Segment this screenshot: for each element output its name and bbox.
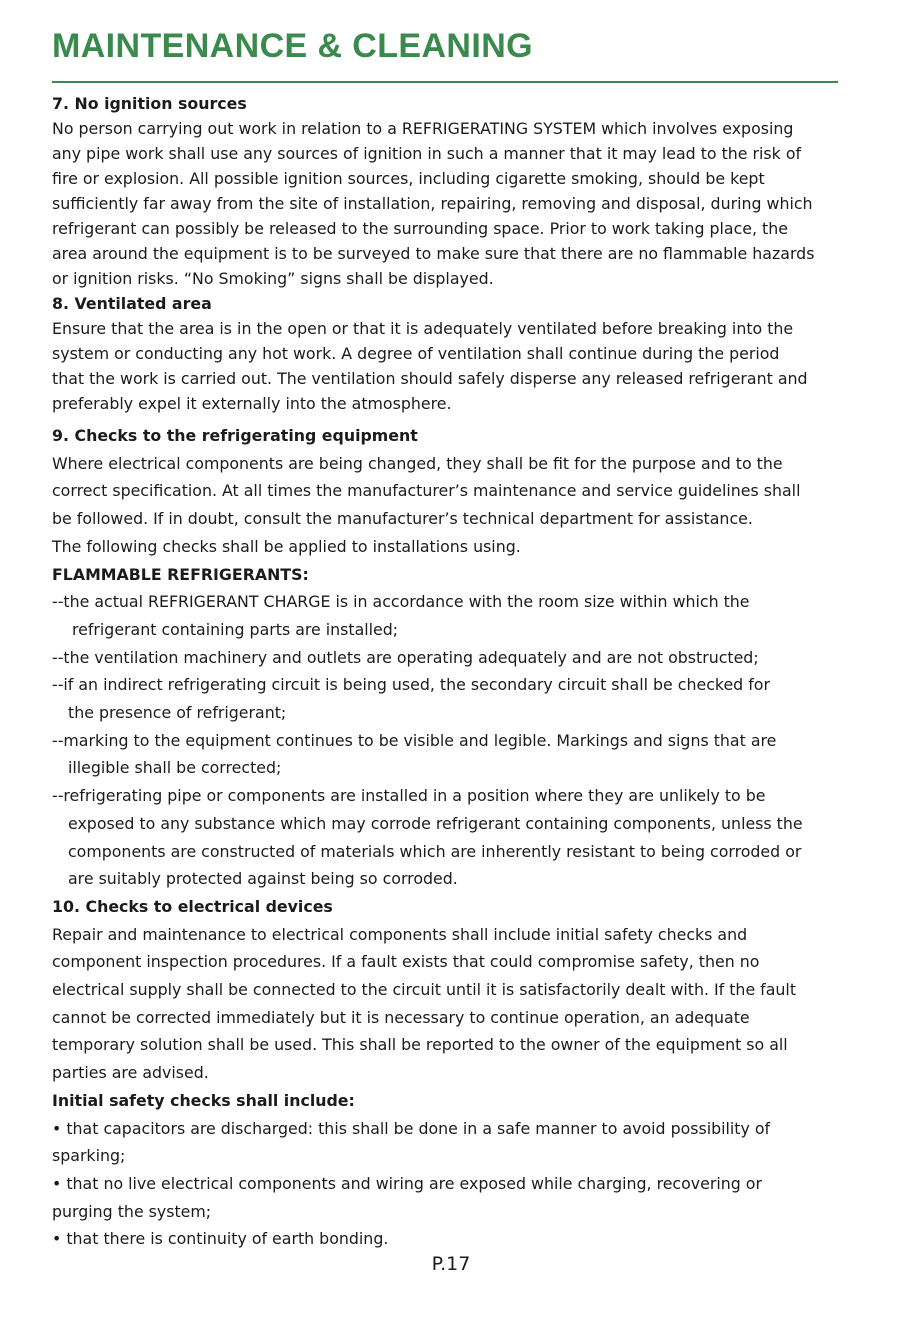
section-heading: 8. Ventilated area xyxy=(52,294,212,313)
text-line: preferably expel it externally into the atmosphere. xyxy=(52,394,452,413)
title-divider xyxy=(52,81,838,83)
bullet-item: • that there is continuity of earth bonding. xyxy=(52,1229,389,1249)
text-line: cannot be corrected immediately but it is necessary to continue operation, an adequate xyxy=(52,1007,750,1027)
page-title: MAINTENANCE & CLEANING xyxy=(52,27,534,65)
text-line: illegible shall be corrected; xyxy=(68,758,282,778)
bullet-item: • that no live electrical components and wiring are exposed while charging, recovering or xyxy=(52,1173,762,1193)
section-heading: Initial safety checks shall include: xyxy=(52,1090,355,1110)
sections-9-10 xyxy=(52,422,852,1253)
section-heading: FLAMMABLE REFRIGERANTS: xyxy=(52,564,309,584)
text-line: Where electrical components are being changed, they shall be fit for the purpose and to the xyxy=(52,453,783,473)
text-line: No person carrying out work in relation to a REFRIGERATING SYSTEM which involves exposing xyxy=(52,119,794,138)
text-line: correct specification. At all times the manufacturer’s maintenance and service guidelines shall xyxy=(52,481,801,501)
text-line: any pipe work shall use any sources of ignition in such a manner that it may lead to the risk of xyxy=(52,144,802,163)
text-line: The following checks shall be applied to installations using. xyxy=(52,536,521,556)
check-item: --if an indirect refrigerating circuit is being used, the secondary circuit shall be checked for xyxy=(52,675,770,695)
section-heading: 7. No ignition sources xyxy=(52,94,247,113)
text-line: or ignition risks. “No Smoking” signs shall be displayed. xyxy=(52,269,494,288)
text-line: sparking; xyxy=(52,1146,126,1166)
text-line: be followed. If in doubt, consult the manufacturer’s technical department for assistance. xyxy=(52,509,753,529)
text-line: area around the equipment is to be surveyed to make sure that there are no flammable hazards xyxy=(52,244,815,263)
bullet-item: • that capacitors are discharged: this shall be done in a safe manner to avoid possibility of xyxy=(52,1118,771,1138)
sections-7-8 xyxy=(52,91,852,416)
text-line: components are constructed of materials which are inherently resistant to being corroded or xyxy=(68,841,802,861)
check-item: --the ventilation machinery and outlets are operating adequately and are not obstructed; xyxy=(52,647,759,667)
check-item: --the actual REFRIGERANT CHARGE is in accordance with the room size within which the xyxy=(52,592,750,612)
text-line: system or conducting any hot work. A degree of ventilation shall continue during the period xyxy=(52,344,780,363)
check-item: --refrigerating pipe or components are installed in a position where they are unlikely to be xyxy=(52,786,766,806)
check-item: --marking to the equipment continues to be visible and legible. Markings and signs that are xyxy=(52,730,777,750)
text-line: component inspection procedures. If a fault exists that could compromise safety, then no xyxy=(52,952,760,972)
page-number: P.17 xyxy=(431,1253,471,1275)
section-heading: 9. Checks to the refrigerating equipment xyxy=(52,426,418,445)
text-line: parties are advised. xyxy=(52,1063,209,1083)
text-line: electrical supply shall be connected to the circuit until it is satisfactorily dealt with. If the fault xyxy=(52,980,797,1000)
text-line: purging the system; xyxy=(52,1201,212,1221)
text-line: exposed to any substance which may corrode refrigerant containing components, unless the xyxy=(68,813,803,833)
section-heading: 10. Checks to electrical devices xyxy=(52,896,333,916)
text-line: that the work is carried out. The ventilation should safely disperse any released refrigerant and xyxy=(52,369,808,388)
text-line: sufficiently far away from the site of installation, repairing, removing and disposal, during which xyxy=(52,194,813,213)
text-line: Ensure that the area is in the open or that it is adequately ventilated before breaking into the xyxy=(52,319,794,338)
text-line: temporary solution shall be used. This shall be reported to the owner of the equipment so all xyxy=(52,1035,788,1055)
text-line: refrigerant containing parts are installed; xyxy=(72,619,399,639)
text-line: are suitably protected against being so corroded. xyxy=(68,869,458,889)
text-line: Repair and maintenance to electrical components shall include initial safety checks and xyxy=(52,924,748,944)
text-line: the presence of refrigerant; xyxy=(68,703,287,723)
text-line: fire or explosion. All possible ignition sources, including cigarette smoking, should be kept xyxy=(52,169,765,188)
text-line: refrigerant can possibly be released to the surrounding space. Prior to work taking place, the xyxy=(52,219,788,238)
